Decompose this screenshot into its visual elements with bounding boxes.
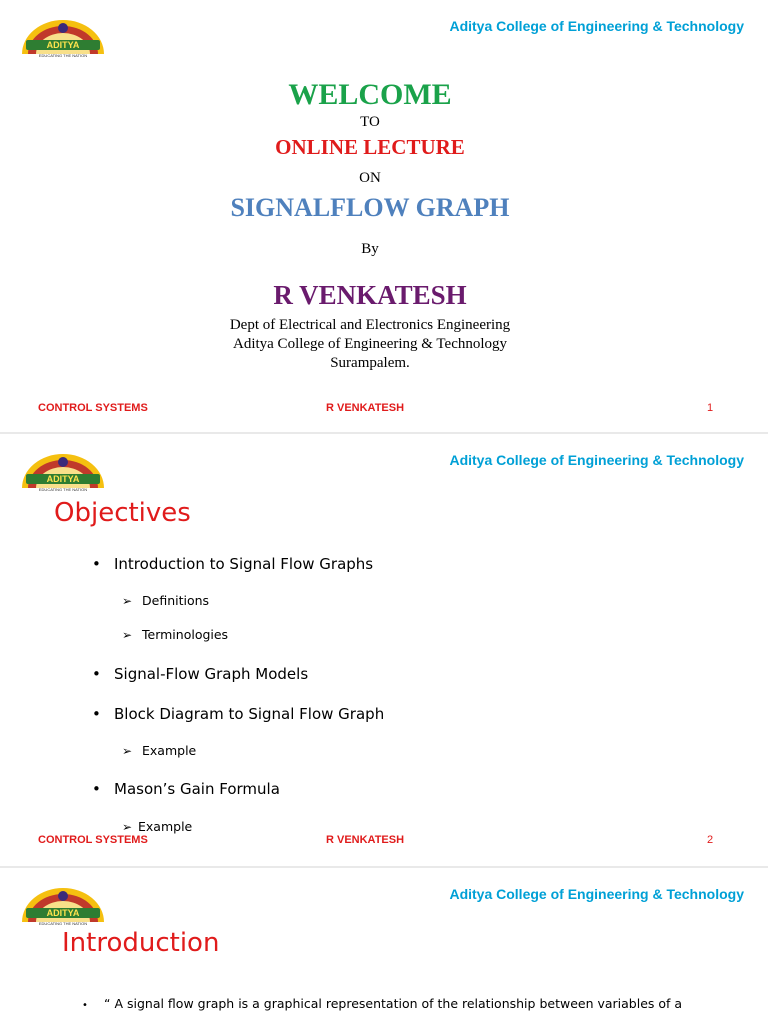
college-name: Aditya College of Engineering & Technology: [449, 452, 744, 468]
aditya-logo: [18, 14, 108, 60]
list-item-label: Mason’s Gain Formula: [114, 780, 280, 798]
list-item: [92, 780, 280, 798]
footer-course: CONTROL SYSTEMS: [38, 402, 148, 414]
logo-tagline: EDUCATING THE NATION: [38, 921, 88, 926]
to-text: TO: [360, 114, 380, 130]
footer-author: R VENKATESH: [326, 402, 405, 414]
college-name: Aditya College of Engineering & Technology: [449, 886, 744, 902]
list-item-label: Definitions: [142, 593, 210, 608]
aditya-logo: [18, 882, 108, 928]
footer-course: CONTROL SYSTEMS: [38, 834, 148, 846]
list-item-label: Example: [138, 819, 193, 834]
list-item: [92, 665, 308, 683]
list-item-label: Block Diagram to Signal Flow Graph: [114, 705, 385, 723]
slide-footer: [0, 402, 768, 418]
logo-text: ADITYA: [46, 908, 80, 918]
list-item: [92, 555, 373, 573]
arrow-bullet-icon: ➢: [122, 628, 133, 642]
welcome-title: WELCOME: [288, 78, 452, 111]
department-line: Dept of Electrical and Electronics Engineering: [229, 317, 511, 333]
logo-tagline: EDUCATING THE NATION: [38, 53, 88, 58]
slide-3: [0, 868, 768, 1024]
list-item: [122, 743, 196, 758]
objectives-heading: Objectives: [54, 498, 191, 528]
bullet-dot-icon: •: [92, 665, 101, 683]
intro-paragraph: [82, 996, 682, 1011]
author-name: R VENKATESH: [273, 280, 467, 310]
list-item: [92, 705, 384, 723]
footer-author: R VENKATESH: [326, 834, 405, 846]
by-text: By: [361, 241, 379, 257]
arrow-bullet-icon: ➢: [122, 594, 133, 608]
introduction-heading: Introduction: [62, 928, 220, 958]
location-line: Surampalem.: [330, 355, 410, 371]
department-block: [0, 316, 740, 373]
list-item-label: Introduction to Signal Flow Graphs: [114, 555, 374, 573]
list-item: [122, 593, 209, 608]
on-text: ON: [359, 170, 381, 186]
bullet-dot-icon: •: [92, 555, 101, 573]
college-name: Aditya College of Engineering & Technology: [449, 18, 744, 34]
slide-2: [0, 434, 768, 866]
slide-footer: [0, 834, 768, 850]
page-number: 2: [707, 834, 714, 846]
arrow-bullet-icon: ➢: [122, 744, 133, 758]
logo-text: ADITYA: [46, 40, 80, 50]
logo-tagline: EDUCATING THE NATION: [38, 487, 88, 492]
arrow-bullet-icon: ➢: [122, 820, 133, 834]
list-item: [122, 819, 192, 834]
logo-text: ADITYA: [46, 474, 80, 484]
college-line: Aditya College of Engineering & Technology: [232, 336, 508, 352]
bullet-dot-icon: •: [92, 705, 101, 723]
online-lecture-title: ONLINE LECTURE: [275, 135, 465, 159]
list-item: [122, 627, 228, 642]
topic-title: SIGNALFLOW GRAPH: [230, 193, 510, 222]
list-item-label: Example: [142, 743, 197, 758]
bullet-dot-icon: •: [92, 780, 101, 798]
aditya-logo: [18, 448, 108, 494]
intro-text: “ A signal flow graph is a graphical representation of the relationship between variables of a: [104, 996, 683, 1011]
page-number: 1: [707, 402, 714, 414]
slide-1: [0, 0, 768, 432]
bullet-dot-icon: •: [82, 1000, 88, 1011]
list-item-label: Signal-Flow Graph Models: [114, 665, 309, 683]
list-item-label: Terminologies: [142, 627, 229, 642]
